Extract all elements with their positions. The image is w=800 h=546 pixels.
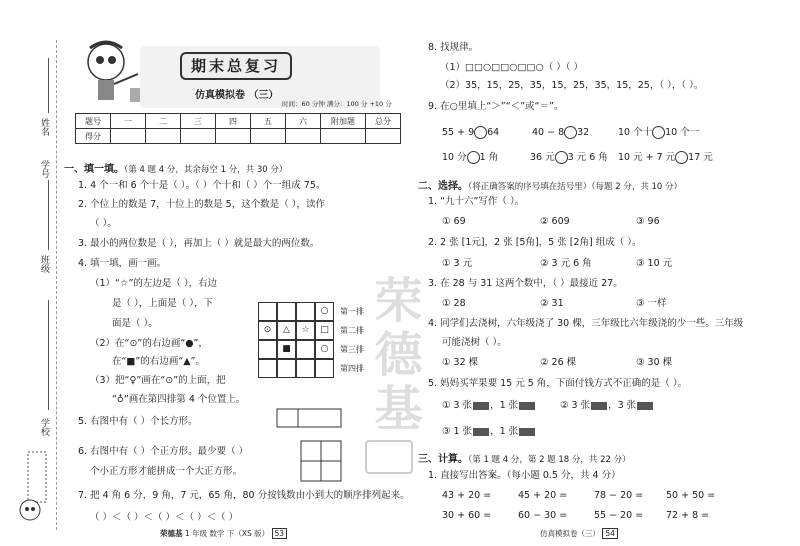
choice-4-opt[interactable]: ③ 30 棵 [636,357,673,368]
grid-cell[interactable] [296,359,315,378]
grid-cell[interactable] [258,340,277,359]
score-cell: 五 [251,114,286,129]
section-1-heading: 一、填一填。（第 4 题 4 分，其余每空 1 分，共 30 分） [64,164,288,175]
score-cell: 题号 [76,114,111,129]
score-input[interactable] [181,129,216,144]
compare-blank[interactable] [675,151,688,164]
watermark: 荣德基 [366,275,422,437]
question-4-3a: （3）把“♀”画在“⊙”的上面，把 [90,375,226,386]
grid-cell[interactable] [296,340,315,359]
question-4-3b: “♁”画在第四排第 4 个位置上。 [112,394,246,405]
score-input[interactable] [216,129,251,144]
symbol-grid [258,302,334,378]
choice-2-opt[interactable]: ② 3 元 6 角 [540,258,592,269]
choice-3-opt[interactable]: ③ 一样 [636,298,667,309]
time-info: 时间：60 分钟 满分：100 分 +10 分 [282,100,392,108]
grid-cell[interactable]: ☆ [296,321,315,340]
question-1: 1. 4 个一和 6 个十是（ ）。（ ）个十和（ ）个一组成 75。 [78,180,326,191]
choice-1-opt[interactable]: ③ 96 [636,216,660,227]
choice-4-opt[interactable]: ② 26 棵 [540,357,577,368]
choice-1-opt[interactable]: ① 69 [442,216,466,227]
calc-item[interactable]: 60 − 30 = [518,510,568,521]
calc-item[interactable]: 43 + 20 = [442,490,492,501]
banknote-icon [473,428,489,436]
question-4-1c: 面是（ ）。 [112,318,158,329]
name-field[interactable] [48,58,49,113]
choice-2: 2. 2 张 [1元]，2 张 [5角]，5 张 [2角] 组成（ ）。 [428,237,642,248]
score-cell: 总分 [366,114,401,129]
compare-row-1b: 40 − 8 32 [532,127,590,138]
footer-left: 荣德基 1 年级 数学 下（XS 版） 53 [160,528,287,539]
compare-row-2c: 10 元 + 7 元 17 元 [618,152,713,163]
grid-cell[interactable]: ○ [315,340,334,359]
row-label: 第四排 [340,364,364,373]
question-5: 5. 右图中有（ ）个长方形。 [78,416,198,427]
score-input[interactable] [286,129,321,144]
banknote-icon [519,428,535,436]
score-cell: 四 [216,114,251,129]
score-table [75,113,401,144]
score-input[interactable] [146,129,181,144]
grid-cell[interactable]: ○ [315,302,334,321]
grid-cell[interactable]: △ [277,321,296,340]
page-number-right: 54 [602,528,618,539]
choice-4: 4. 同学们去浇树，六年级浇了 30 棵，三年级比六年级浇的少一些。三年级 [428,318,744,329]
grid-cell[interactable] [296,302,315,321]
score-table-header-row [76,114,401,129]
compare-row-2b: 36 元 3 元 6 角 [530,152,608,163]
question-3: 3. 最小的两位数是（ ），再加上（ ）就是最大的两位数。 [78,238,320,249]
exam-subtitle: 仿真模拟卷 （三） [195,90,279,101]
question-7-blanks: （ ）＜（ ）＜（ ）＜（ ）＜（ ） [90,512,239,523]
choice-4-opt[interactable]: ① 32 棵 [442,357,479,368]
grid-cell[interactable]: □ [315,321,334,340]
question-4: 4. 填一填，画一画。 [78,258,167,269]
number-label: 学号 [39,160,49,178]
choice-3: 3. 在 28 与 31 这两个数中，（ ）最接近 27。 [428,278,623,289]
grid-cell[interactable] [315,359,334,378]
binding-line [56,40,57,530]
section-2-heading: 二、选择。（将正确答案的序号填在括号里）（每题 2 分，共 10 分） [418,181,683,192]
compare-blank[interactable] [652,126,665,139]
compare-row-1c: 10 个十 10 个一 [618,127,700,138]
row-label: 第二排 [340,326,364,335]
school-field[interactable] [48,300,49,410]
score-cell: 六 [286,114,321,129]
question-6-cont: 个小正方形才能拼成一个大正方形。 [90,466,243,477]
grid-cell[interactable]: ■ [277,340,296,359]
section-3-heading: 三、计算。（第 1 题 4 分，第 2 题 18 分，共 22 分） [418,454,631,465]
compare-blank[interactable] [555,151,568,164]
grid-cell[interactable] [258,302,277,321]
calc-item[interactable]: 30 + 60 = [442,510,492,521]
score-cell: 得分 [76,129,111,144]
question-4-1b: 是（ ），上面是（ ），下 [112,298,214,309]
banknote-icon [591,402,607,410]
calc-item[interactable]: 45 + 20 = [518,490,568,501]
choice-3-opt[interactable]: ② 31 [540,298,564,309]
compare-blank[interactable] [564,126,577,139]
banknote-icon [473,402,489,410]
grid-cell[interactable] [258,359,277,378]
choice-5: 5. 妈妈买苹果要 15 元 5 角，下面付钱方式不正确的是（ ）。 [428,378,688,389]
score-input[interactable] [251,129,286,144]
question-4-2a: （2）在“⊙”的右边画“●”， [90,338,208,349]
banknote-icon [637,402,653,410]
choice-4-cont: 可能浇树（ ）。 [442,337,507,348]
score-input[interactable] [321,129,366,144]
compare-blank[interactable] [474,126,487,139]
calc-1: 1. 直接写出答案。（每小题 0.5 分，共 4 分） [428,470,621,481]
question-2-cont: （ ）。 [90,218,117,229]
tip-mascot [12,450,52,530]
page-number-left: 53 [272,528,288,539]
score-input[interactable] [366,129,401,144]
score-cell: 附加题 [321,114,366,129]
banknote-icon [519,402,535,410]
question-9: 9. 在○里填上“＞”“＜”或“＝”。 [428,101,564,112]
calc-item[interactable]: 55 − 20 = [594,510,644,521]
mascot-illustration [78,38,148,110]
school-label: 学校 [39,418,49,436]
score-cell: 三 [181,114,216,129]
square-figure [300,440,342,482]
compare-blank[interactable] [467,151,480,164]
compare-row-1: 55 + 9 64 [442,127,500,138]
choice-5-opt-3[interactable]: ③ 1 张 ，1 张 [442,426,536,438]
choice-1-opt[interactable]: ② 609 [540,216,570,227]
score-cell: 一 [111,114,146,129]
choice-1: 1. “九十六”写作（ ）。 [428,196,525,207]
row-label: 第三排 [340,345,364,354]
question-8-2: （2）35，15，25，35，15，25，35，15，25，（ ），（ ）。 [440,80,704,91]
question-4-1a: （1）“☆”的左边是（ ），右边 [90,278,218,289]
choice-5-opt-2[interactable]: ② 3 张 ，3 张 [560,400,654,412]
score-cell: 二 [146,114,181,129]
class-label: 班级 [39,255,49,273]
score-input[interactable] [111,129,146,144]
watermark-stamp [365,440,413,474]
question-8: 8. 找规律。 [428,42,479,53]
calc-item[interactable]: 72 + 8 = [666,510,710,521]
calc-item[interactable]: 50 + 50 = [666,490,716,501]
question-7: 7. 把 4 角 6 分，9 角，7 元，65 角，80 分按钱数由小到大的顺序排列起来。 [78,490,410,501]
score-table-score-row [76,129,401,144]
grid-cell[interactable] [277,359,296,378]
grid-cell[interactable] [277,302,296,321]
question-4-2b: 在“■”的右边画“▲”。 [112,356,205,367]
question-2: 2. 个位上的数是 7，十位上的数是 5，这个数是（ ），读作 [78,199,325,210]
rectangle-figure [276,408,342,430]
name-label: 姓名 [39,118,49,136]
compare-row-2: 10 分 1 角 [442,152,499,163]
choice-2-opt[interactable]: ③ 10 元 [636,258,673,269]
row-label: 第一排 [340,307,364,316]
calc-item[interactable]: 78 − 20 = [594,490,644,501]
choice-2-opt[interactable]: ① 3 元 [442,258,473,269]
choice-5-opt-1[interactable]: ① 3 张 ，1 张 [442,400,536,412]
footer-right: 仿真模拟卷（三） 54 [540,528,618,539]
question-8-1: （1）□□○□□○□□○（ ）（ ） [440,62,584,73]
grid-cell[interactable]: ⊙ [258,321,277,340]
class-field[interactable] [48,180,49,250]
question-6: 6. 右图中有（ ）个正方形。最少要（ ） [78,446,249,457]
exam-title: 期末总复习 [180,52,292,80]
choice-3-opt[interactable]: ① 28 [442,298,466,309]
